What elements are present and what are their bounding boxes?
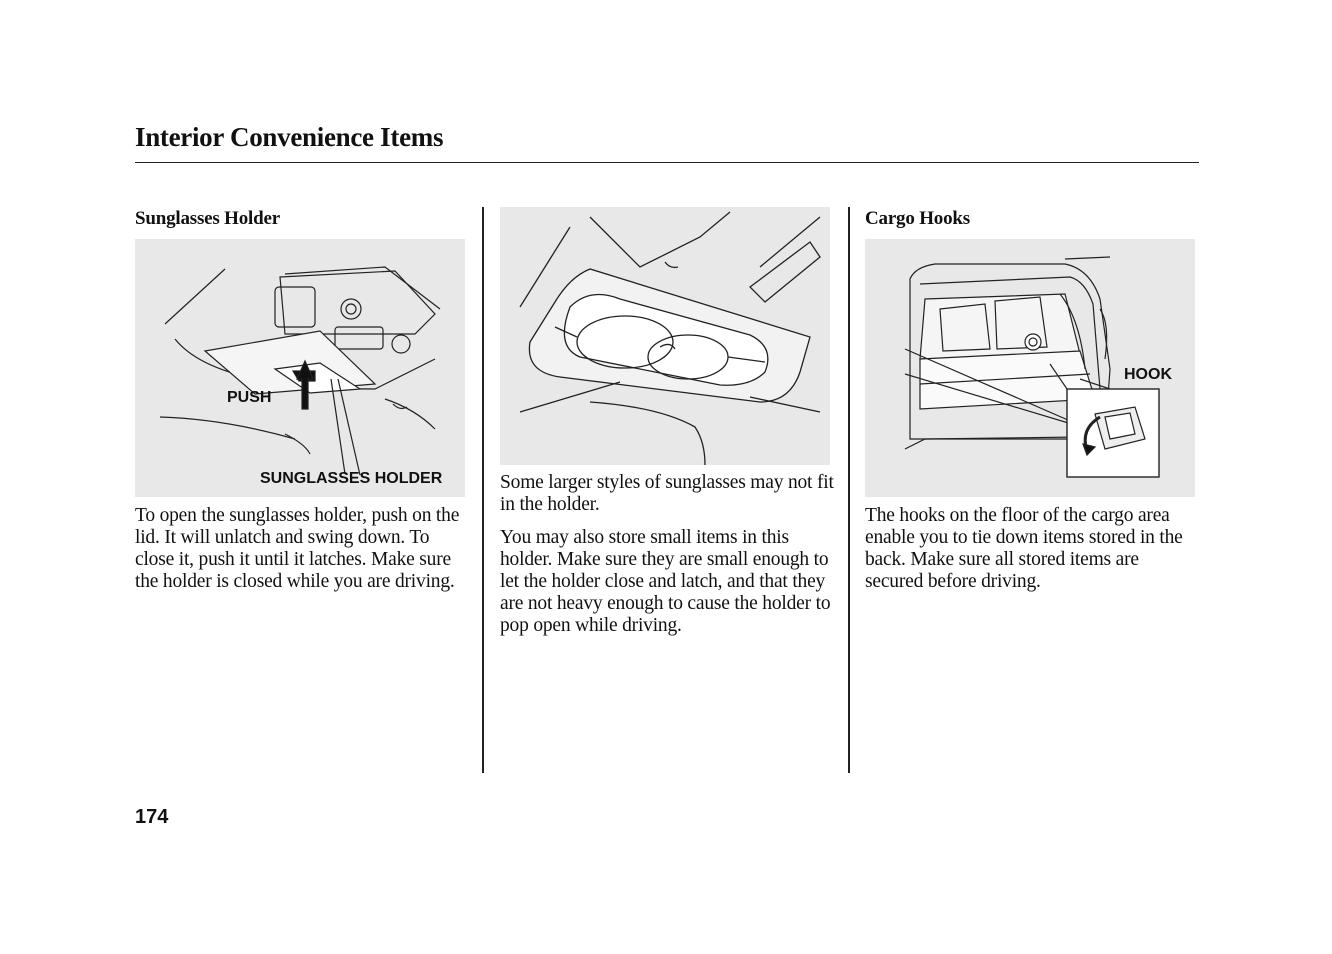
sunglasses-in-holder-illustration <box>500 207 830 465</box>
hook-label: HOOK <box>1124 366 1172 383</box>
page-number: 174 <box>135 806 169 828</box>
cargo-hooks-illustration <box>865 239 1195 497</box>
col2-paragraph-2: You may also store small items in this holder. Make sure they are small enough to let the holder close and latch, and that they are not heavy enough to cause the holder to pop open while driving. <box>500 527 831 636</box>
column-divider-2 <box>848 207 850 773</box>
cargo-hooks-heading: Cargo Hooks <box>865 208 970 229</box>
sunglasses-holder-illustration <box>135 239 465 497</box>
page-title: Interior Convenience Items <box>135 122 444 152</box>
sunglasses-holder-label: SUNGLASSES HOLDER <box>260 470 443 487</box>
sunglasses-holder-heading: Sunglasses Holder <box>135 208 280 229</box>
col2-paragraph-1: Some larger styles of sunglasses may not fit in the holder. <box>500 472 834 515</box>
push-label: PUSH <box>227 389 272 406</box>
sunglasses-holder-paragraph: To open the sunglasses holder, push on the lid. It will unlatch and swing down. To close it, push it until it latches. Make sure the holder is closed while you are driving. <box>135 505 460 592</box>
column-divider-1 <box>482 207 484 773</box>
cargo-hooks-paragraph: The hooks on the floor of the cargo area enable you to tie down items stored in the back. Make sure all stored items are secured before driving. <box>865 505 1183 592</box>
header-rule <box>135 162 1199 163</box>
